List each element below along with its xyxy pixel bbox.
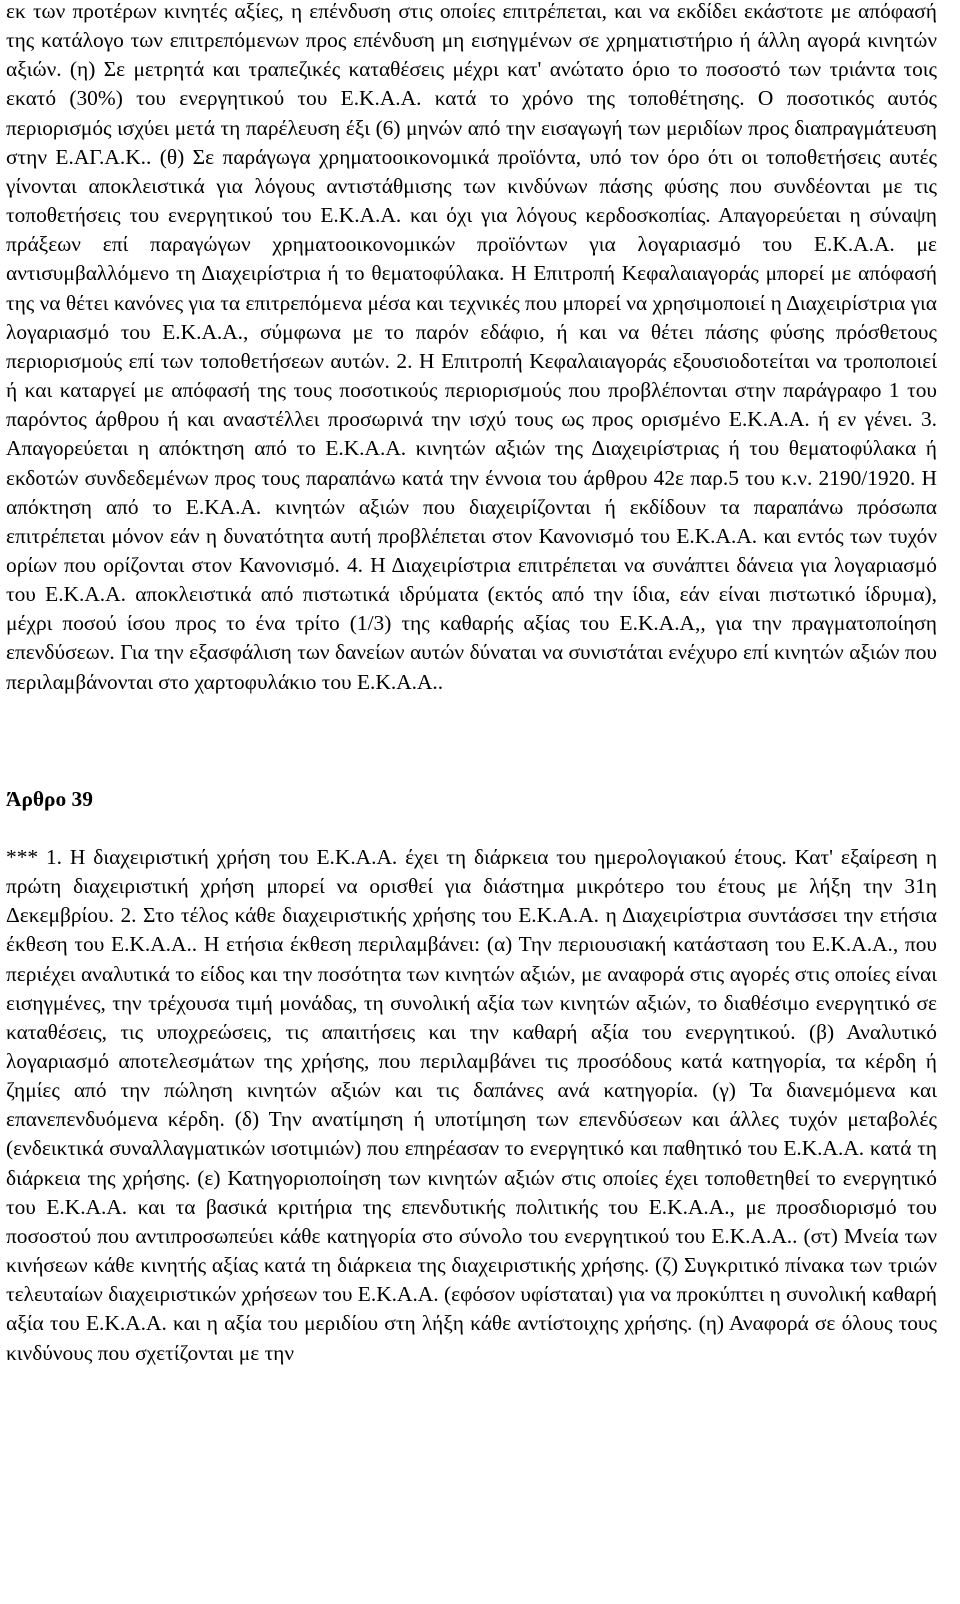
continuation-paragraph: εκ των προτέρων κινητές αξίες, η επένδυση στις οποίες επιτρέπεται, και να εκδίδει εκάστοτε με απόφασή της κατάλογο των επιτρεπόμενων προς επένδυση μη εισηγμένων σε χρηματιστήριο ή άλλη αγορά κινητών αξιών. (η) Σε μετρητά και τραπεζικές καταθέσεις μέχρι κατ' ανώτατο όριο το ποσοστό των τριάντα τοις εκατό (30%) του ενεργητικού του Ε.Κ.Α.Α. κατά το χρόνο της τοποθέτησης. Ο ποσοτικός αυτός περιορισμός ισχύει μετά τη παρέλευση έξι (6) μηνών από την εισαγωγή των μεριδίων προς διαπραγμάτευση στην Ε.ΑΓ.Α.Κ.. (θ) Σε παράγωγα χρηματοοικονομικά προϊόντα, υπό τον όρο ότι οι τοποθετήσεις αυτές γίνονται αποκλειστικά για λόγους αντιστάθμισης των κινδύνων πάσης φύσης που συνδέονται με τις τοποθετήσεις του ενεργητικού του Ε.Κ.Α.Α. και όχι για λόγους κερδοσκοπίας. Απαγορεύεται η σύναψη πράξεων επί παραγώγων χρηματοοικονομικών προϊόντων για λογαριασμό του Ε.Κ.Α.Α. με αντισυμβαλλόμενο τη Διαχειρίστρια ή το θεματοφύλακα. Η Επιτροπή Κεφαλαιαγοράς μπορεί με απόφασή της να θέτει κανόνες για τα επιτρεπόμενα μέσα και τεχνικές που μπορεί να χρησιμοποιεί η Διαχειρίστρια για λογαριασμό του Ε.Κ.Α.Α., σύμφωνα με το παρόν εδάφιο, ή και να θέτει πάσης φύσης πρόσθετους περιορισμούς επί των τοποθετήσεων αυτών. 2. Η Επιτροπή Κεφαλαιαγοράς εξουσιοδοτείται να τροποποιεί ή και καταργεί με απόφασή της τους ποσοτικούς περιορισμούς που προβλέπονται στην παράγραφο 1 του παρόντος άρθρου ή και αναστέλλει προσωρινά την ισχύ τους ως προς ορισμένο Ε.Κ.Α.Α. ή εν γένει. 3. Απαγορεύεται η απόκτηση από το Ε.Κ.Α.Α. κινητών αξιών της Διαχειρίστριας ή του θεματοφύλακα ή εκδοτών συνδεδεμένων προς τους παραπάνω κατά την έννοια του άρθρου 42ε παρ.5 του κ.ν. 2190/1920. Η απόκτηση από το Ε.ΚΑ.Α. κινητών αξιών που διαχειρίζονται ή εκδίδουν τα παραπάνω πρόσωπα επιτρέπεται μόνον εάν η δυνατότητα αυτή προβλέπεται στον Κανονισμό του Ε.Κ.Α.Α. και εντός των τυχόν ορίων που ορίζονται στον Κανονισμό. 4. Η Διαχειρίστρια επιτρέπεται να συνάπτει δάνεια για λογαριασμό του Ε.Κ.Α.Α. αποκλειστικά από πιστωτικά ιδρύματα (εκτός από την ίδια, εάν είναι πιστωτικό ίδρυμα), μέχρι ποσού ίσου προς το ένα τρίτο (1/3) της καθαρής αξίας του Ε.Κ.Α.Α,, για την πραγματοποίηση επενδύσεων. Για την εξασφάλιση των δανείων αυτών δύναται να συνιστάται ενέχυρο επί κινητών αξιών που περιλαμβάνονται στο χαρτοφυλάκιο του Ε.Κ.Α.Α.. bbox=[6, 0, 937, 694]
article-paragraph: *** 1. Η διαχειριστική χρήση του Ε.Κ.Α.Α. έχει τη διάρκεια του ημερολογιακού έτους. Κατ' εξαίρεση η πρώτη διαχειριστική χρήση μπορεί να ορισθεί για διάστημα μικρότερο του έτους με λήξη την 31η Δεκεμβρίου. 2. Στο τέλος κάθε διαχειριστικής χρήσης του Ε.Κ.Α.Α. η Διαχειρίστρια συντάσσει την ετήσια έκθεση του Ε.Κ.Α.Α.. Η ετήσια έκθεση περιλαμβάνει: (α) Την περιουσιακή κατάσταση του Ε.Κ.Α.Α., που περιέχει αναλυτικά το είδος και την ποσότητα των κινητών αξιών, με αναφορά στις αγορές στις οποίες είναι εισηγμένες, την τρέχουσα τιμή μονάδας, τη συνολική αξία των κινητών αξιών, το διαθέσιμο ενεργητικό σε καταθέσεις, τις υποχρεώσεις, τις απαιτήσεις και την καθαρή αξία του ενεργητικού. (β) Αναλυτικό λογαριασμό αποτελεσμάτων της χρήσης, που περιλαμβάνει τις προσόδους κατά κατηγορία, τα κέρδη ή ζημίες από την πώληση κινητών αξιών και τις δαπάνες ανά κατηγορία. (γ) Τα διανεμόμενα και επανεπενδυόμενα κέρδη. (δ) Την ανατίμηση ή υποτίμηση των επενδύσεων και άλλες τυχόν μεταβολές (ενδεικτικά συναλλαγματικών ισοτιμιών) που επηρέασαν το ενεργητικό και παθητικό του Ε.Κ.Α.Α. κατά τη διάρκεια της χρήσης. (ε) Κατηγοριοποίηση των κινητών αξιών στις οποίες έχει τοποθετηθεί το ενεργητικό του Ε.Κ.Α.Α. και τα βασικά κριτήρια της επενδυτικής πολιτικής του Ε.Κ.Α.Α., με προσδιορισμό του ποσοστού που αντιπροσωπεύει κάθε κατηγορία στο σύνολο του ενεργητικού του Ε.Κ.Α.Α.. (στ) Μνεία των κινήσεων κάθε κινητής αξίας κατά τη διάρκεια της διαχειριστικής χρήσης. (ζ) Συγκριτικό πίνακα των τριών τελευταίων διαχειριστικών χρήσεων του Ε.Κ.Α.Α. (εφόσον υφίσταται) για να προκύπτει η συνολική καθαρή αξία του Ε.Κ.Α.Α. και η αξία του μεριδίου στη λήξη κάθε αντίστοιχης χρήσης. (η) Αναφορά σε όλους τους κινδύνους που σχετίζονται με την bbox=[6, 844, 937, 1365]
document-page bbox=[6, 0, 937, 1368]
spacer bbox=[6, 814, 937, 843]
article-heading: Άρθρο 39 bbox=[6, 786, 93, 811]
spacer bbox=[6, 697, 937, 785]
